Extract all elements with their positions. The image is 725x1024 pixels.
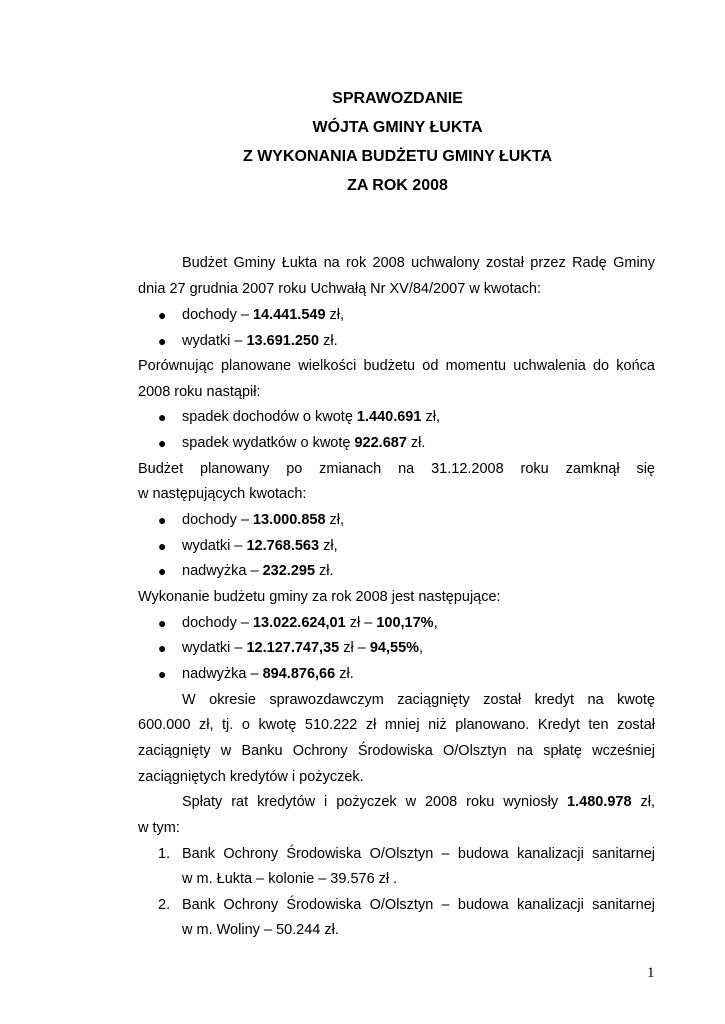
bullet-icon: ●	[158, 640, 167, 656]
change-income: spadek dochodów o kwotę 1.440.691 zł,	[182, 409, 440, 425]
exec-expense: wydatki – 12.127.747,35 zł – 94,55%,	[182, 640, 424, 656]
bullet-icon: ●	[158, 512, 167, 528]
after-income: dochody – 13.000.858 zł,	[182, 512, 345, 528]
changes-line-2: 2008 roku nastąpił:	[138, 384, 261, 400]
execution-heading: Wykonanie budżetu gminy za rok 2008 jest następujące:	[138, 589, 501, 605]
title-line-1: SPRAWOZDANIE	[332, 90, 463, 107]
credit-line-2: 600.000 zł, tj. o kwotę 510.222 zł mniej niż planowano. Kredyt ten został	[138, 717, 655, 733]
bullet-icon: ●	[158, 435, 167, 451]
planned-income: dochody – 14.441.549 zł,	[182, 307, 345, 323]
after-surplus: nadwyżka – 232.295 zł.	[182, 563, 334, 579]
list-item-1-line-2: w m. Łukta – kolonie – 39.576 zł .	[182, 871, 398, 887]
repayments-line-1: Spłaty rat kredytów i pożyczek w 2008 roku wyniosły 1.480.978 zł,	[182, 794, 655, 810]
bullet-icon: ●	[158, 666, 167, 682]
title-line-4: ZA ROK 2008	[347, 177, 448, 194]
bullet-icon: ●	[158, 538, 167, 554]
list-item-2-line-2: w m. Woliny – 50.244 zł.	[182, 922, 339, 938]
bullet-icon: ●	[158, 615, 167, 631]
title-line-3: Z WYKONANIA BUDŻETU GMINY ŁUKTA	[242, 148, 552, 165]
exec-surplus: nadwyżka – 894.876,66 zł.	[182, 666, 354, 682]
after-changes-line-1: Budżet planowany po zmianach na 31.12.2008 roku zamknął się	[138, 461, 655, 477]
change-expense: spadek wydatków o kwotę 922.687 zł.	[182, 435, 426, 451]
list-item-2-line-1: Bank Ochrony Środowiska O/Olsztyn – budowa kanalizacji sanitarnej	[182, 897, 655, 913]
changes-line-1: Porównując planowane wielkości budżetu od momentu uchwalenia do końca	[138, 358, 655, 374]
credit-line-3: zaciągnięty w Banku Ochrony Środowiska O/Olsztyn na spłatę wcześniej	[138, 743, 655, 759]
planned-expense: wydatki – 13.691.250 zł.	[182, 333, 338, 349]
intro-line-2: dnia 27 grudnia 2007 roku Uchwałą Nr XV/84/2007 w kwotach:	[138, 281, 542, 297]
page-number: 1	[647, 965, 655, 981]
credit-line-1: W okresie sprawozdawczym zaciągnięty został kredyt na kwotę	[182, 692, 655, 708]
after-changes-line-2: w następujących kwotach:	[138, 486, 307, 502]
after-expense: wydatki – 12.768.563 zł,	[182, 538, 338, 554]
bullet-icon: ●	[158, 409, 167, 425]
intro-line-1: Budżet Gminy Łukta na rok 2008 uchwalony został przez Radę Gminy	[182, 255, 655, 271]
bullet-icon: ●	[158, 563, 167, 579]
list-number: 2.	[158, 897, 171, 913]
exec-income: dochody – 13.022.624,01 zł – 100,17%,	[182, 615, 438, 631]
list-number: 1.	[158, 846, 171, 862]
bullet-icon: ●	[158, 333, 167, 349]
credit-line-4: zaciągniętych kredytów i pożyczek.	[138, 769, 364, 785]
repayments-line-2: w tym:	[138, 820, 180, 836]
list-item-1-line-1: Bank Ochrony Środowiska O/Olsztyn – budowa kanalizacji sanitarnej	[182, 846, 655, 862]
title-line-2: WÓJTA GMINY ŁUKTA	[312, 119, 483, 136]
bullet-icon: ●	[158, 307, 167, 323]
